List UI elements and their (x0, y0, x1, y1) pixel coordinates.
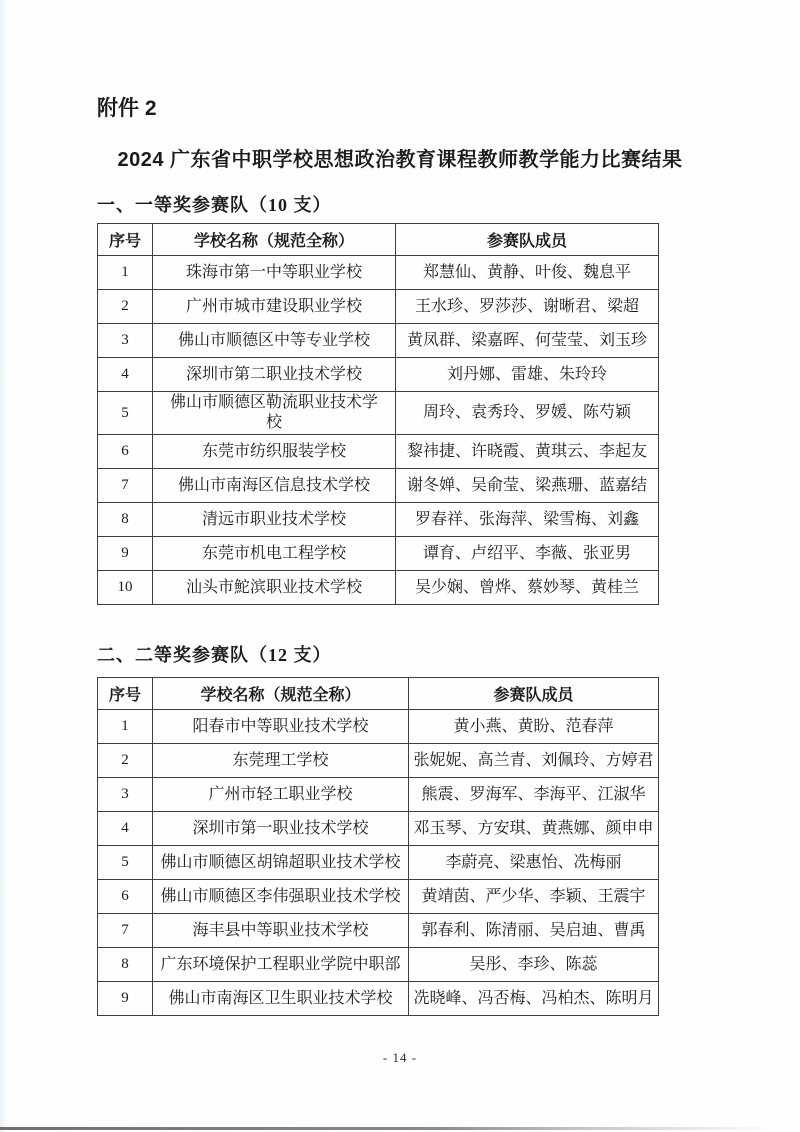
team-members-cell: 冼晓峰、冯否梅、冯柏杰、陈明月 (409, 982, 659, 1016)
table-row (98, 744, 659, 778)
row-number-cell: 5 (98, 392, 153, 435)
school-name-cell: 深圳市第二职业技术学校 (153, 358, 396, 392)
team-members-cell: 黄凤群、梁嘉晖、何莹莹、刘玉珍 (396, 324, 659, 358)
table-row (98, 982, 659, 1016)
team-members-cell: 吴少娴、曾烨、蔡妙琴、黄桂兰 (396, 571, 659, 605)
table-row (98, 846, 659, 880)
school-name-cell: 佛山市顺德区李伟强职业技术学校 (153, 880, 409, 914)
school-name-cell: 珠海市第一中等职业学校 (153, 256, 396, 290)
table-row (98, 778, 659, 812)
table-row (98, 710, 659, 744)
column-header-members: 参赛队成员 (396, 224, 659, 256)
school-name-cell: 佛山市顺德区勒流职业技术学校 (153, 392, 396, 435)
table-header-row (98, 678, 659, 710)
row-number-cell: 6 (98, 880, 153, 914)
team-members-cell: 周玲、袁秀玲、罗媛、陈芍颖 (396, 392, 659, 435)
table-row (98, 358, 659, 392)
table-row (98, 290, 659, 324)
row-number-cell: 9 (98, 537, 153, 571)
school-name-cell: 阳春市中等职业技术学校 (153, 710, 409, 744)
table-row (98, 948, 659, 982)
row-number-cell: 7 (98, 469, 153, 503)
school-name-cell: 东莞市机电工程学校 (153, 537, 396, 571)
column-header-number: 序号 (98, 224, 153, 256)
column-header-school: 学校名称（规范全称） (153, 224, 396, 256)
scan-edge-bottom (0, 1127, 790, 1130)
row-number-cell: 4 (98, 812, 153, 846)
school-name-cell: 东莞理工学校 (153, 744, 409, 778)
team-members-cell: 谭育、卢绍平、李薇、张亚男 (396, 537, 659, 571)
school-name-cell: 东莞市纺织服装学校 (153, 435, 396, 469)
school-name-cell: 佛山市顺德区中等专业学校 (153, 324, 396, 358)
second-prize-table (97, 677, 659, 1016)
table-row (98, 571, 659, 605)
school-name-cell: 海丰县中等职业技术学校 (153, 914, 409, 948)
table-row (98, 435, 659, 469)
team-members-cell: 黎祎捷、许晓霞、黄琪云、李起友 (396, 435, 659, 469)
team-members-cell: 郑慧仙、黄静、叶俊、魏息平 (396, 256, 659, 290)
page-title: 2024 广东省中职学校思想政治教育课程教师教学能力比赛结果 (117, 149, 683, 171)
table-row (98, 392, 659, 435)
team-members-cell: 郭春利、陈清丽、吴启迪、曹禹 (409, 914, 659, 948)
team-members-cell: 黄靖茵、严少华、李颖、王震宇 (409, 880, 659, 914)
row-number-cell: 10 (98, 571, 153, 605)
school-name-cell: 汕头市鮀滨职业技术学校 (153, 571, 396, 605)
team-members-cell: 王水珍、罗莎莎、谢晰君、梁超 (396, 290, 659, 324)
school-name-cell: 清远市职业技术学校 (153, 503, 396, 537)
team-members-cell: 刘丹娜、雷雄、朱玲玲 (396, 358, 659, 392)
school-name-cell: 广东环境保护工程职业学院中职部 (153, 948, 409, 982)
first-prize-table (97, 223, 659, 605)
team-members-cell: 邓玉琴、方安琪、黄燕娜、颜申申 (409, 812, 659, 846)
team-members-cell: 罗春祥、张海萍、梁雪梅、刘鑫 (396, 503, 659, 537)
team-members-cell: 吴彤、李珍、陈蕊 (409, 948, 659, 982)
table-row (98, 324, 659, 358)
table-row (98, 880, 659, 914)
section-heading-first-prize: 一、一等奖参赛队（10 支） (97, 195, 332, 215)
team-members-cell: 熊震、罗海军、李海平、江淑华 (409, 778, 659, 812)
column-header-members: 参赛队成员 (409, 678, 659, 710)
school-name-cell: 佛山市顺德区胡锦超职业技术学校 (153, 846, 409, 880)
row-number-cell: 4 (98, 358, 153, 392)
column-header-school: 学校名称（规范全称） (153, 678, 409, 710)
school-name-cell: 广州市城市建设职业学校 (153, 290, 396, 324)
school-name-cell: 佛山市南海区信息技术学校 (153, 469, 396, 503)
team-members-cell: 李蔚亮、梁惠怡、冼梅丽 (409, 846, 659, 880)
table-row (98, 503, 659, 537)
section-heading-second-prize: 二、二等奖参赛队（12 支） (97, 645, 332, 665)
attachment-label: 附件 2 (97, 97, 157, 120)
team-members-cell: 谢冬婵、吴俞莹、梁燕珊、蓝嘉结 (396, 469, 659, 503)
team-members-cell: 张妮妮、高兰青、刘佩玲、方婷君 (409, 744, 659, 778)
scan-edge-left (0, 0, 7, 1132)
row-number-cell: 3 (98, 778, 153, 812)
school-name-cell: 佛山市南海区卫生职业技术学校 (153, 982, 409, 1016)
table-row (98, 469, 659, 503)
table-row (98, 914, 659, 948)
row-number-cell: 9 (98, 982, 153, 1016)
row-number-cell: 2 (98, 744, 153, 778)
team-members-cell: 黄小燕、黄盼、范春萍 (409, 710, 659, 744)
row-number-cell: 2 (98, 290, 153, 324)
table-row (98, 537, 659, 571)
table-row (98, 256, 659, 290)
row-number-cell: 8 (98, 503, 153, 537)
row-number-cell: 3 (98, 324, 153, 358)
row-number-cell: 8 (98, 948, 153, 982)
row-number-cell: 6 (98, 435, 153, 469)
page-number: - 14 - (382, 1050, 418, 1065)
table-header-row (98, 224, 659, 256)
row-number-cell: 1 (98, 256, 153, 290)
table-row (98, 812, 659, 846)
column-header-number: 序号 (98, 678, 153, 710)
school-name-cell: 深圳市第一职业技术学校 (153, 812, 409, 846)
row-number-cell: 7 (98, 914, 153, 948)
row-number-cell: 1 (98, 710, 153, 744)
school-name-cell: 广州市轻工职业学校 (153, 778, 409, 812)
row-number-cell: 5 (98, 846, 153, 880)
